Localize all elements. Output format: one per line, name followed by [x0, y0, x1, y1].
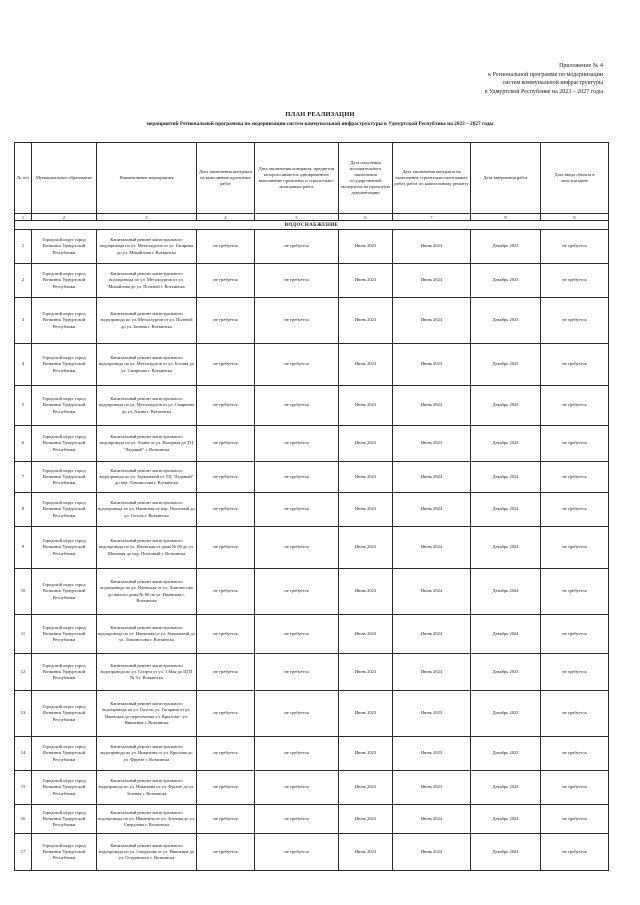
event-name-cell: Капитальный ремонт магистрального водопровода по ул. Металлургов от ул. Гагарина до ул. Михайлова г. Воткинска: [97, 230, 197, 264]
table-row: [15, 344, 609, 386]
event-name-cell: Капитальный ремонт магистрального водопровода по ул. Гоголя, ул. Гагарина от ул. Ижевская до пересечения ул. Крылова - ул. Никитина г. Воткинска: [97, 691, 197, 737]
row-number: 16: [15, 805, 32, 834]
construction-contract-date-cell: Июнь 2023: [393, 737, 471, 771]
row-number: 13: [15, 691, 32, 737]
header-design-contract-date: Дата заключения контракта на выполнение проектных работ: [197, 143, 255, 214]
construction-contract-date-cell: Июнь 2024: [393, 615, 471, 654]
implementation-plan-table: [14, 142, 609, 871]
combined-contract-date-cell: не требуется: [255, 344, 339, 386]
design-contract-date-cell: не требуется: [197, 805, 255, 834]
expertise-date-cell: Июнь 2023: [339, 264, 393, 298]
event-name-cell: Капитальный ремонт магистрального водопровода по ул. Металлургов от ул. Ботина до ул. Смирнова г. Воткинска: [97, 344, 197, 386]
completion-date-cell: Декабрь 2024: [471, 834, 541, 871]
combined-contract-date-cell: не требуется: [255, 426, 339, 462]
commissioning-date-cell: не требуется: [541, 426, 609, 462]
design-contract-date-cell: не требуется: [197, 462, 255, 493]
construction-contract-date-cell: Июнь 2024: [393, 493, 471, 527]
row-number: 4: [15, 344, 32, 386]
table-row: [15, 771, 609, 805]
column-number: 4: [197, 214, 255, 221]
column-number: 7: [393, 214, 471, 221]
completion-date-cell: Декабрь 2023: [471, 230, 541, 264]
municipality-cell: Городской округ город Воткинск Удмуртской Республики: [32, 615, 97, 654]
commissioning-date-cell: не требуется: [541, 569, 609, 615]
municipality-cell: Городской округ город Воткинск Удмуртской Республики: [32, 654, 97, 691]
row-number: 14: [15, 737, 32, 771]
appendix-line-3: систем коммунальной инфраструктуры: [502, 80, 603, 87]
construction-contract-date-cell: Июнь 2023: [393, 691, 471, 737]
expertise-date-cell: Июнь 2023: [339, 615, 393, 654]
row-number: 5: [15, 386, 32, 426]
commissioning-date-cell: не требуется: [541, 298, 609, 344]
construction-contract-date-cell: Июнь 2023: [393, 771, 471, 805]
event-name-cell: Капитальный ремонт магистрального водопровода по ул. Свердлова от ул. Никитина до ул. Островского г. Воткинска: [97, 834, 197, 871]
municipality-cell: Городской округ город Воткинск Удмуртской Республики: [32, 771, 97, 805]
municipality-cell: Городской округ город Воткинск Удмуртской Республики: [32, 737, 97, 771]
expertise-date-cell: Июнь 2023: [339, 462, 393, 493]
appendix-line-2: к Региональной программе по модернизации: [488, 71, 603, 78]
municipality-cell: Городской округ город Воткинск Удмуртской Республики: [32, 527, 97, 569]
commissioning-date-cell: не требуется: [541, 805, 609, 834]
table-row: [15, 654, 609, 691]
table-row: [15, 264, 609, 298]
expertise-date-cell: Июнь 2023: [339, 298, 393, 344]
design-contract-date-cell: не требуется: [197, 298, 255, 344]
row-number: 11: [15, 615, 32, 654]
commissioning-date-cell: не требуется: [541, 462, 609, 493]
combined-contract-date-cell: не требуется: [255, 737, 339, 771]
column-number: 5: [255, 214, 339, 221]
completion-date-cell: Декабрь 2023: [471, 691, 541, 737]
construction-contract-date-cell: Июнь 2024: [393, 834, 471, 871]
commissioning-date-cell: не требуется: [541, 737, 609, 771]
construction-contract-date-cell: Июнь 2024: [393, 569, 471, 615]
commissioning-date-cell: не требуется: [541, 527, 609, 569]
combined-contract-date-cell: не требуется: [255, 264, 339, 298]
combined-contract-date-cell: не требуется: [255, 527, 339, 569]
header-municipality: Муниципальное образование: [32, 143, 97, 214]
appendix-note: [423, 62, 603, 97]
design-contract-date-cell: не требуется: [197, 691, 255, 737]
completion-date-cell: Декабрь 2024: [471, 569, 541, 615]
table-row: [15, 569, 609, 615]
row-number: 6: [15, 426, 32, 462]
construction-contract-date-cell: Июнь 2023: [393, 230, 471, 264]
row-number: 9: [15, 527, 32, 569]
completion-date-cell: Декабрь 2023: [471, 654, 541, 691]
design-contract-date-cell: не требуется: [197, 654, 255, 691]
column-number: 1: [15, 214, 32, 221]
commissioning-date-cell: не требуется: [541, 615, 609, 654]
completion-date-cell: Декабрь 2023: [471, 386, 541, 426]
row-number: 3: [15, 298, 32, 344]
municipality-cell: Городской округ город Воткинск Удмуртской Республики: [32, 264, 97, 298]
combined-contract-date-cell: не требуется: [255, 805, 339, 834]
completion-date-cell: Декабрь 2023: [471, 426, 541, 462]
design-contract-date-cell: не требуется: [197, 615, 255, 654]
commissioning-date-cell: не требуется: [541, 493, 609, 527]
combined-contract-date-cell: не требуется: [255, 298, 339, 344]
table-row: [15, 230, 609, 264]
commissioning-date-cell: не требуется: [541, 344, 609, 386]
row-number: 17: [15, 834, 32, 871]
construction-contract-date-cell: Июнь 2024: [393, 805, 471, 834]
expertise-date-cell: Июнь 2023: [339, 569, 393, 615]
completion-date-cell: Декабрь 2023: [471, 344, 541, 386]
header-expertise-date: Дата получения положительного заключения государственной экспертизы на проектную документацию: [339, 143, 393, 214]
table-row: [15, 805, 609, 834]
combined-contract-date-cell: не требуется: [255, 834, 339, 871]
table-row: [15, 298, 609, 344]
event-name-cell: Капитальный ремонт магистрального водопровода по ул. Никитина от ул. Фрунзе до ул. Зеленая г. Воткинска: [97, 771, 197, 805]
design-contract-date-cell: не требуется: [197, 230, 255, 264]
design-contract-date-cell: не требуется: [197, 386, 255, 426]
row-number: 8: [15, 493, 32, 527]
event-name-cell: Капитальный ремонт магистрального водопровода по ул. Металлургов от ул. Полевой до ул. Ботина г. Воткинска: [97, 298, 197, 344]
municipality-cell: Городской округ город Воткинск Удмуртской Республики: [32, 426, 97, 462]
design-contract-date-cell: не требуется: [197, 344, 255, 386]
column-numbers-row: [15, 214, 609, 221]
expertise-date-cell: Июнь 2023: [339, 493, 393, 527]
construction-contract-date-cell: Июнь 2024: [393, 527, 471, 569]
combined-contract-date-cell: не требуется: [255, 654, 339, 691]
completion-date-cell: Декабрь 2023: [471, 264, 541, 298]
document-title: ПЛАН РЕАЛИЗАЦИИ: [285, 111, 355, 118]
municipality-cell: Городской округ город Воткинск Удмуртской Республики: [32, 344, 97, 386]
municipality-cell: Городской округ город Воткинск Удмуртской Республики: [32, 834, 97, 871]
event-name-cell: Капитальный ремонт магистрального водопровода по ул. Ижевская от дома № 80 до ул. Шиповая до пер. Почтовый г. Воткинска: [97, 527, 197, 569]
commissioning-date-cell: не требуется: [541, 230, 609, 264]
row-number: 1: [15, 230, 32, 264]
column-number: 3: [97, 214, 197, 221]
column-number: 8: [471, 214, 541, 221]
design-contract-date-cell: не требуется: [197, 426, 255, 462]
expertise-date-cell: Июнь 2023: [339, 805, 393, 834]
commissioning-date-cell: не требуется: [541, 654, 609, 691]
municipality-cell: Городской округ город Воткинск Удмуртской Республики: [32, 230, 97, 264]
construction-contract-date-cell: Июнь 2023: [393, 298, 471, 344]
appendix-line-1: Приложение № 4: [559, 63, 603, 69]
construction-contract-date-cell: Июнь 2023: [393, 654, 471, 691]
header-commissioning-date: Дата ввода объекта в эксплуатацию: [541, 143, 609, 214]
header-combined-contract-date: Дата заключения контракта, предметом которого является одновременное выполнение проектных и строительно-монтажных работ: [255, 143, 339, 214]
header-completion-date: Дата завершения работ: [471, 143, 541, 214]
expertise-date-cell: Июнь 2023: [339, 691, 393, 737]
table-header-row: [15, 143, 609, 214]
table-row: [15, 386, 609, 426]
design-contract-date-cell: не требуется: [197, 569, 255, 615]
expertise-date-cell: Июнь 2023: [339, 230, 393, 264]
construction-contract-date-cell: Июнь 2023: [393, 264, 471, 298]
column-number: 9: [541, 214, 609, 221]
expertise-date-cell: Июнь 2023: [339, 834, 393, 871]
event-name-cell: Капитальный ремонт магистрального водопровода по ул. Никитина от ул. Крылова до ул. Фрунзе г. Воткинска: [97, 737, 197, 771]
expertise-date-cell: Июнь 2023: [339, 654, 393, 691]
combined-contract-date-cell: не требуется: [255, 615, 339, 654]
section-row-water-supply: [15, 221, 609, 230]
completion-date-cell: Декабрь 2024: [471, 805, 541, 834]
column-number: 2: [32, 214, 97, 221]
completion-date-cell: Декабрь 2023: [471, 737, 541, 771]
table-row: [15, 462, 609, 493]
expertise-date-cell: Июнь 2023: [339, 426, 393, 462]
design-contract-date-cell: не требуется: [197, 493, 255, 527]
appendix-line-4: в Удмуртской Республике на 2023 – 2027 годы: [484, 89, 603, 96]
combined-contract-date-cell: не требуется: [255, 691, 339, 737]
municipality-cell: Городской округ город Воткинск Удмуртской Республики: [32, 569, 97, 615]
design-contract-date-cell: не требуется: [197, 771, 255, 805]
completion-date-cell: Декабрь 2023: [471, 771, 541, 805]
combined-contract-date-cell: не требуется: [255, 569, 339, 615]
section-title: ВОДОСНАБЖЕНИЕ: [15, 221, 609, 230]
event-name-cell: Капитальный ремонт магистрального водопровода по ул. Ижевская от ул. Зеркальной до ул. Ломоносова г. Воткинска: [97, 615, 197, 654]
commissioning-date-cell: не требуется: [541, 771, 609, 805]
municipality-cell: Городской округ город Воткинск Удмуртской Республики: [32, 805, 97, 834]
event-name-cell: Капитальный ремонт магистрального водопровода по ул. Никитина от ул. Зеленая до ул. Свердлова г. Воткинска: [97, 805, 197, 834]
commissioning-date-cell: не требуется: [541, 834, 609, 871]
table-row: [15, 834, 609, 871]
event-name-cell: Капитальный ремонт магистрального водопровода по ул. Зеркальной от ТЦ "Ледовый" до пер. Ломоносова г. Воткинска: [97, 462, 197, 493]
combined-contract-date-cell: не требуется: [255, 230, 339, 264]
completion-date-cell: Декабрь 2024: [471, 527, 541, 569]
row-number: 12: [15, 654, 32, 691]
combined-contract-date-cell: не требуется: [255, 771, 339, 805]
completion-date-cell: Декабрь 2024: [471, 462, 541, 493]
table-row: [15, 493, 609, 527]
row-number: 10: [15, 569, 32, 615]
commissioning-date-cell: не требуется: [541, 264, 609, 298]
expertise-date-cell: Июнь 2023: [339, 737, 393, 771]
row-number: 15: [15, 771, 32, 805]
completion-date-cell: Декабрь 2023: [471, 298, 541, 344]
event-name-cell: Капитальный ремонт магистрального водопровода по ул. Металлургов от ул. Михайлова до ул. Полевой г. Воткинска: [97, 264, 197, 298]
expertise-date-cell: Июнь 2023: [339, 527, 393, 569]
header-construction-contract-date: Дата заключения контракта на выполнение строительно-монтажных работ, работ по капитальному ремонту: [393, 143, 471, 214]
design-contract-date-cell: не требуется: [197, 834, 255, 871]
construction-contract-date-cell: Июнь 2023: [393, 386, 471, 426]
expertise-date-cell: Июнь 2023: [339, 771, 393, 805]
document-subtitle: мероприятий Региональной программы по модернизации систем коммунальной инфраструктуры в Удмуртской Республике на 2023 – 2027 годы: [146, 121, 494, 127]
header-number: № п/п: [15, 143, 32, 214]
combined-contract-date-cell: не требуется: [255, 493, 339, 527]
event-name-cell: Капитальный ремонт магистрального водопровода по ул. Металлургов от ул. Смирнова до ул. Азина г. Воткинска: [97, 386, 197, 426]
commissioning-date-cell: не требуется: [541, 691, 609, 737]
table-row: [15, 527, 609, 569]
table-row: [15, 426, 609, 462]
completion-date-cell: Декабрь 2024: [471, 493, 541, 527]
header-event-name: Наименование мероприятия: [97, 143, 197, 214]
construction-contract-date-cell: Июнь 2024: [393, 462, 471, 493]
municipality-cell: Городской округ город Воткинск Удмуртской Республики: [32, 493, 97, 527]
event-name-cell: Капитальный ремонт магистрального водопровода по ул. Ижевская от пер. Почтовый до ул. Гоголя г. Воткинска: [97, 493, 197, 527]
completion-date-cell: Декабрь 2024: [471, 615, 541, 654]
row-number: 7: [15, 462, 32, 493]
construction-contract-date-cell: Июнь 2023: [393, 426, 471, 462]
design-contract-date-cell: не требуется: [197, 737, 255, 771]
construction-contract-date-cell: Июнь 2023: [393, 344, 471, 386]
event-name-cell: Капитальный ремонт магистрального водопровода по ул. Спорта от ул. 1 Мая до ЦТП № 9 г. Воткинска: [97, 654, 197, 691]
municipality-cell: Городской округ город Воткинск Удмуртской Республики: [32, 298, 97, 344]
row-number: 2: [15, 264, 32, 298]
expertise-date-cell: Июнь 2023: [339, 386, 393, 426]
table-row: [15, 737, 609, 771]
commissioning-date-cell: не требуется: [541, 386, 609, 426]
design-contract-date-cell: не требуется: [197, 264, 255, 298]
column-number: 6: [339, 214, 393, 221]
combined-contract-date-cell: не требуется: [255, 462, 339, 493]
municipality-cell: Городской округ город Воткинск Удмуртской Республики: [32, 691, 97, 737]
event-name-cell: Капитальный ремонт магистрального водопровода по ул. Азина от ул. Нагорная до ТЦ "Ледовый" г. Воткинска: [97, 426, 197, 462]
event-name-cell: Капитальный ремонт магистрального водопровода по ул. Ижевская от ул. Ломоносова до жилого дома № 80 по ул. Ижевская г. Воткинска: [97, 569, 197, 615]
table-row: [15, 691, 609, 737]
municipality-cell: Городской округ город Воткинск Удмуртской Республики: [32, 386, 97, 426]
municipality-cell: Городской округ город Воткинск Удмуртской Республики: [32, 462, 97, 493]
table-row: [15, 615, 609, 654]
design-contract-date-cell: не требуется: [197, 527, 255, 569]
expertise-date-cell: Июнь 2023: [339, 344, 393, 386]
combined-contract-date-cell: не требуется: [255, 386, 339, 426]
